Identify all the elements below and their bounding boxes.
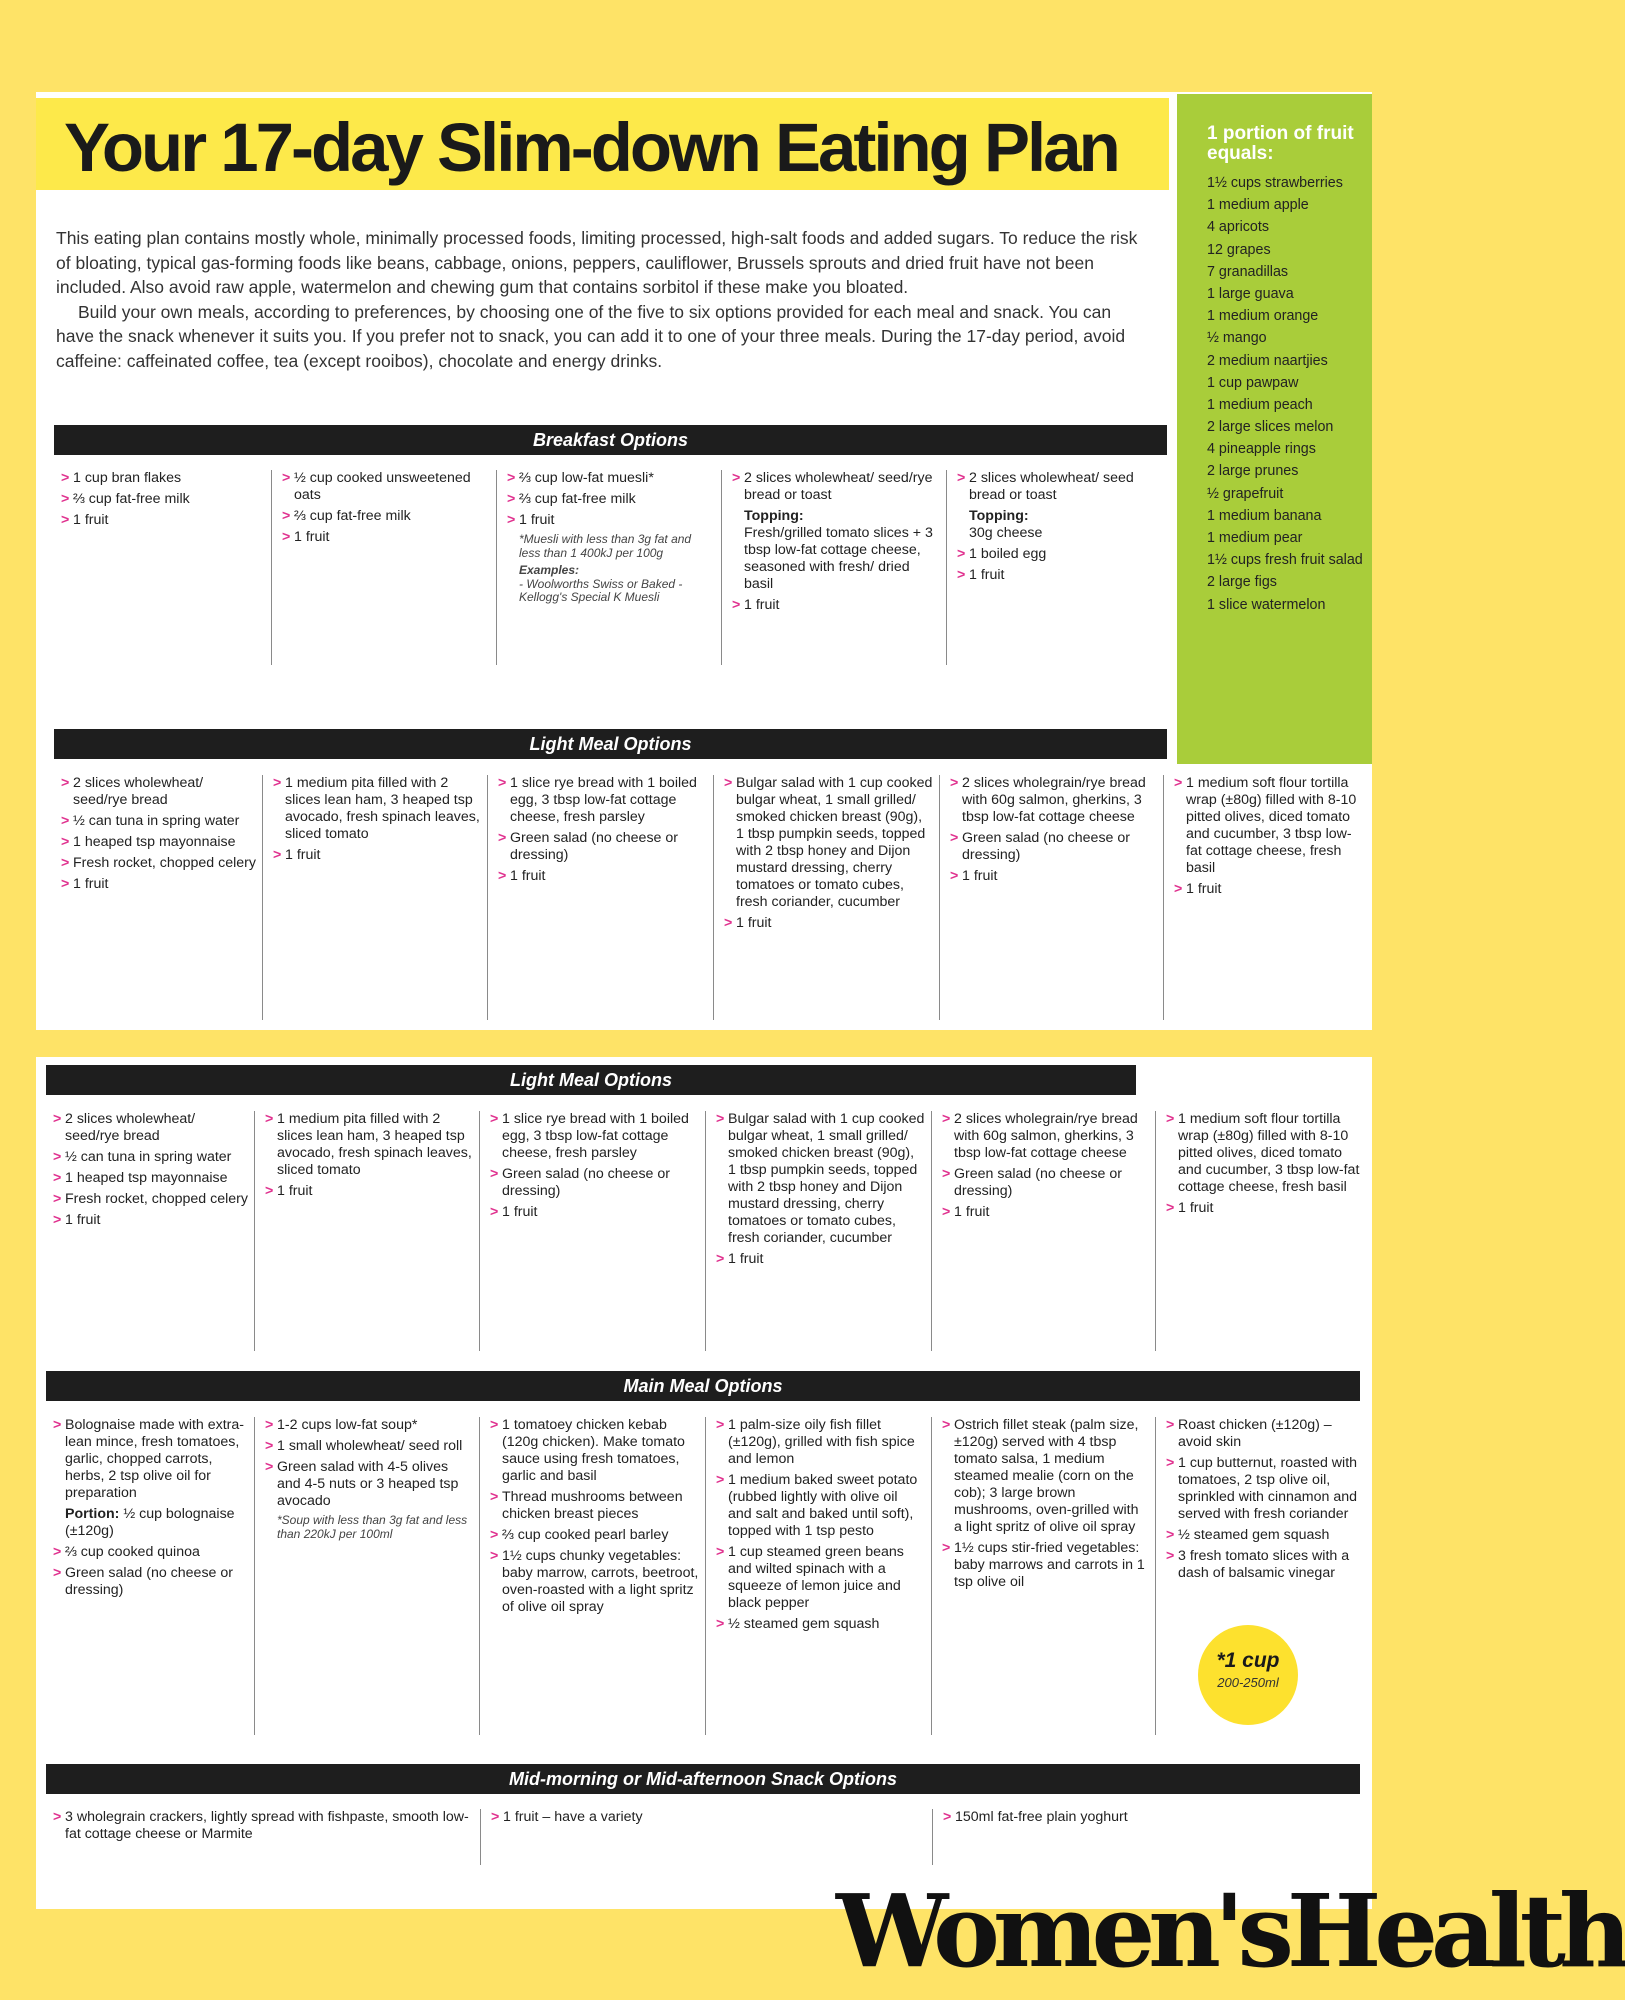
option-item: > 2 slices wholewheat/ seed/rye bread: [59, 775, 256, 809]
portion-text: ½ cup bolognaise (±120g): [65, 1506, 235, 1539]
option-list: [59, 775, 256, 893]
option-item: > 1 fruit: [59, 512, 265, 529]
option-item: > ½ can tuna in spring water: [51, 1149, 248, 1166]
option-list: [940, 1111, 1149, 1221]
option-item: > 1 fruit: [496, 868, 707, 885]
intro-text: [56, 226, 1146, 373]
option-item: > Bulgar salad with 1 cup cooked bulgar wheat, 1 small grilled/ smoked chicken breast (90g), 1 tbsp pumpkin seeds, topped with 2 tbsp honey and Dijon mustard dressing, cherry tomatoes or tomato cubes, fresh coriander, cucumber: [714, 1111, 925, 1247]
title-bar: [36, 98, 1169, 190]
option-item: > Roast chicken (±120g) – avoid skin: [1164, 1417, 1369, 1451]
option-item: > 1 fruit: [51, 1212, 248, 1229]
option-list: [1164, 1417, 1369, 1582]
option-item: > 1 palm-size oily fish fillet (±120g), grilled with fish spice and lemon: [714, 1417, 925, 1468]
option-item: > 3 fresh tomato slices with a dash of balsamic vinegar: [1164, 1548, 1369, 1582]
fruit-portion-item: ½ mango: [1207, 330, 1267, 347]
snack-grid: [43, 1809, 1376, 1865]
fruit-portion-item: 4 apricots: [1207, 219, 1269, 236]
light-option-column: [479, 1111, 705, 1351]
option-list: [505, 470, 715, 529]
section-bar-light-meal: Light Meal Options: [54, 729, 1167, 759]
option-list: [496, 775, 707, 885]
intro-paragraph-2: Build your own meals, according to preferences, by choosing one of the five to six options provided for each meal and snack. You can have the snack whenever it suits you. If you prefer not to snack, you can add it to one of your three meals. During the 17-day period, avoid caffeine: caffeinated coffee, tea (except rooibos), chocolate and energy drinks.: [56, 301, 1126, 371]
light-option-column: [1155, 1111, 1375, 1351]
option-item: > 1 boiled egg: [955, 546, 1165, 563]
option-item: > 2 slices wholewheat/ seed/rye bread: [51, 1111, 248, 1145]
brand-logo: Women'sHealth: [836, 1872, 1625, 1990]
option-item: > 1 fruit: [488, 1204, 699, 1221]
breakfast-option-column: [721, 470, 946, 665]
option-item: > ⅔ cup fat-free milk: [59, 491, 265, 508]
fruit-portion-item: 1½ cups strawberries: [1207, 175, 1343, 191]
option-list: [955, 470, 1165, 504]
option-list: [51, 1417, 248, 1502]
breakfast-option-column: [496, 470, 721, 665]
cup-measure-badge: [1198, 1625, 1298, 1725]
fruit-portion-item: 1 slice watermelon: [1207, 596, 1326, 613]
option-item: > 1 fruit: [722, 915, 933, 932]
section-bar-breakfast: Breakfast Options: [54, 425, 1167, 455]
fruit-portion-item: ½ grapefruit: [1207, 485, 1284, 502]
option-item: > ½ cup cooked unsweetened oats: [280, 470, 490, 504]
section-bar-light-meal-2: Light Meal Options: [46, 1065, 1136, 1095]
light-option-column: [939, 775, 1163, 1020]
examples-text: - Woolworths Swiss or Baked - Kellogg's Special K Muesli: [519, 576, 683, 604]
breakfast-option-column: [946, 470, 1171, 665]
option-item: > Fresh rocket, chopped celery: [51, 1191, 248, 1208]
light-option-column: [705, 1111, 931, 1351]
topping-label: Topping:: [969, 508, 1029, 524]
option-list: [941, 1809, 1370, 1826]
option-item: > 1 tomatoey chicken kebab (120g chicken). Make tomato sauce using fresh tomatoes, garlic and basil: [488, 1417, 699, 1485]
light-option-column: [931, 1111, 1155, 1351]
option-item: > 1 fruit: [1164, 1200, 1369, 1217]
option-list: [280, 470, 490, 546]
fruit-portion-item: 1½ cups fresh fruit salad: [1207, 552, 1363, 569]
option-item: > 1 fruit: [263, 1183, 473, 1200]
fruit-portion-item: 1 large guava: [1207, 285, 1294, 302]
fruit-portion-item: 2 medium naartjies: [1207, 352, 1328, 369]
option-item: > 1 slice rye bread with 1 boiled egg, 3 tbsp low-fat cottage cheese, fresh parsley: [488, 1111, 699, 1162]
option-footnote: *Muesli with less than 3g fat and less than 1 400kJ per 100g: [519, 532, 692, 560]
fruit-portion-item: 1 cup pawpaw: [1207, 374, 1299, 391]
option-item: > 1 heaped tsp mayonnaise: [51, 1170, 248, 1187]
main-option-column: [254, 1417, 479, 1735]
option-item: > Green salad (no cheese or dressing): [940, 1166, 1149, 1200]
option-item: > 2 slices wholewheat/ seed bread or toast: [955, 470, 1165, 504]
light-meal-grid-2: [43, 1111, 1375, 1351]
main-meal-grid: [43, 1417, 1375, 1735]
fruit-portion-heading: 1 portion of fruit equals:: [1207, 123, 1354, 164]
option-list: [1172, 775, 1367, 898]
light-option-column: [1163, 775, 1373, 1020]
main-option-column: [43, 1417, 254, 1735]
option-item: > ⅔ cup fat-free milk: [505, 491, 715, 508]
option-item: > 1 fruit: [948, 868, 1157, 885]
portion-line: [51, 1506, 248, 1540]
option-item: > ⅔ cup cooked quinoa: [51, 1544, 248, 1561]
fruit-portion-item: 1 medium apple: [1207, 197, 1309, 214]
option-list: [51, 1809, 474, 1843]
option-item: > Green salad (no cheese or dressing): [496, 830, 707, 864]
option-item: > 2 slices wholegrain/rye bread with 60g salmon, gherkins, 3 tbsp low-fat cottage cheese: [948, 775, 1157, 826]
option-list: [1164, 1111, 1369, 1217]
option-list: [722, 775, 933, 932]
option-item: > 3 wholegrain crackers, lightly spread with fishpaste, smooth low-fat cottage cheese or Marmite: [51, 1809, 474, 1843]
option-item: > 1 fruit: [271, 847, 481, 864]
light-option-column: [254, 1111, 479, 1351]
option-item: > 1 fruit: [1172, 881, 1367, 898]
fruit-portion-list: [1207, 175, 1367, 619]
option-list: [730, 470, 940, 504]
fruit-portion-item: 1 medium pear: [1207, 530, 1303, 546]
cup-badge-value: 200-250ml: [1217, 1675, 1279, 1690]
light-meal-grid: [51, 775, 1373, 1020]
option-item: > 1 fruit – have a variety: [489, 1809, 926, 1826]
option-list: [940, 1417, 1149, 1591]
option-list: [714, 1111, 925, 1268]
option-item: > Green salad (no cheese or dressing): [948, 830, 1157, 864]
topping-text: 30g cheese: [969, 525, 1043, 541]
option-list: [263, 1417, 473, 1510]
option-item: > 1 heaped tsp mayonnaise: [59, 834, 256, 851]
option-item: > Green salad with 4-5 olives and 4-5 nuts or 3 heaped tsp avocado: [263, 1459, 473, 1510]
snack-option-column: [932, 1809, 1376, 1865]
page-title: Your 17-day Slim-down Eating Plan: [64, 109, 1118, 186]
option-item: > 1 slice rye bread with 1 boiled egg, 3 tbsp low-fat cottage cheese, fresh parsley: [496, 775, 707, 826]
main-option-column: [705, 1417, 931, 1735]
option-item: > ½ steamed gem squash: [714, 1616, 925, 1633]
main-option-column: [931, 1417, 1155, 1735]
examples-label: Examples:: [519, 563, 580, 577]
snack-option-column: [43, 1809, 480, 1865]
option-item: > 1 fruit: [714, 1251, 925, 1268]
fruit-portion-item: 2 large prunes: [1207, 463, 1299, 480]
option-item: > ½ can tuna in spring water: [59, 813, 256, 830]
option-item: > 1 fruit: [280, 529, 490, 546]
light-option-column: [51, 775, 262, 1020]
option-item: > 1 medium soft flour tortilla wrap (±80g) filled with 8-10 pitted olives, diced tomato and cucumber, 3 tbsp low-fat cottage cheese, fresh basil: [1164, 1111, 1369, 1196]
fruit-portion-item: 12 grapes: [1207, 241, 1271, 258]
option-item: > 2 slices wholegrain/rye bread with 60g salmon, gherkins, 3 tbsp low-fat cottage cheese: [940, 1111, 1149, 1162]
option-footnote: *Soup with less than 3g fat and less than 220kJ per 100ml: [277, 1513, 468, 1541]
option-item: > 1½ cups chunky vegetables: baby marrow, carrots, beetroot, oven-roasted with a light spritz of olive oil spray: [488, 1548, 699, 1616]
option-item: > 1 medium soft flour tortilla wrap (±80g) filled with 8-10 pitted olives, diced tomato and cucumber, 3 tbsp low-fat cottage cheese, fresh basil: [1172, 775, 1367, 877]
option-item: > 1 cup butternut, roasted with tomatoes, 2 tsp olive oil, sprinkled with cinnamon and served with fresh coriander: [1164, 1455, 1369, 1523]
breakfast-option-column: [271, 470, 496, 665]
option-item: > Green salad (no cheese or dressing): [51, 1565, 248, 1599]
option-list: [271, 775, 481, 864]
fruit-portion-item: 4 pineapple rings: [1207, 441, 1316, 458]
light-option-column: [487, 775, 713, 1020]
option-item: > ⅔ cup fat-free milk: [280, 508, 490, 525]
option-item: > 1 fruit: [505, 512, 715, 529]
fruit-portion-item: 7 granadillas: [1207, 263, 1289, 280]
option-item: > ⅔ cup low-fat muesli*: [505, 470, 715, 487]
light-option-column: [43, 1111, 254, 1351]
option-list: [955, 546, 1165, 584]
main-option-column: [479, 1417, 705, 1735]
fruit-portion-item: 1 medium peach: [1207, 396, 1313, 413]
option-list: [488, 1417, 699, 1616]
option-item: > 1 small wholewheat/ seed roll: [263, 1438, 473, 1455]
option-item: > Bulgar salad with 1 cup cooked bulgar wheat, 1 small grilled/ smoked chicken breast (90g), 1 tbsp pumpkin seeds, topped with 2 tbsp honey and Dijon mustard dressing, cherry tomatoes or tomato cubes, fresh coriander, cucumber: [722, 775, 933, 911]
option-list: [59, 470, 265, 529]
option-list: [263, 1111, 473, 1200]
light-option-column: [713, 775, 939, 1020]
option-item: > Ostrich fillet steak (palm size, ±120g) served with 4 tbsp tomato salsa, 1 medium steamed mealie (corn on the cob); 3 large brown mushrooms, oven-grilled with a light spritz of olive oil spray: [940, 1417, 1149, 1536]
option-item: > 1 cup bran flakes: [59, 470, 265, 487]
light-option-column: [262, 775, 487, 1020]
option-item: > Fresh rocket, chopped celery: [59, 855, 256, 872]
option-list: [488, 1111, 699, 1221]
section-bar-snack: Mid-morning or Mid-afternoon Snack Options: [46, 1764, 1360, 1794]
option-list: [714, 1417, 925, 1633]
option-item: > ½ steamed gem squash: [1164, 1527, 1369, 1544]
option-item: > Thread mushrooms between chicken breast pieces: [488, 1489, 699, 1523]
fruit-portion-item: 1 medium orange: [1207, 308, 1319, 325]
topping-label: Topping:: [744, 508, 804, 524]
option-item: > 1 fruit: [940, 1204, 1149, 1221]
option-item: > 1 medium pita filled with 2 slices lean ham, 3 heaped tsp avocado, fresh spinach leaves, sliced tomato: [263, 1111, 473, 1179]
option-item: > 1 fruit: [955, 567, 1165, 584]
option-list: [51, 1111, 248, 1229]
option-item: > 150ml fat-free plain yoghurt: [941, 1809, 1370, 1826]
topping-text: Fresh/grilled tomato slices + 3 tbsp low-fat cottage cheese, seasoned with fresh/ dried basil: [744, 525, 933, 592]
top-panel: [36, 92, 1372, 1030]
fruit-portion-item: 2 large figs: [1207, 574, 1277, 591]
option-item: > 2 slices wholewheat/ seed/rye bread or toast: [730, 470, 940, 504]
option-item: > 1 medium baked sweet potato (rubbed lightly with olive oil and salt and baked until soft), topped with 1 tsp pesto: [714, 1472, 925, 1540]
portion-label: Portion:: [65, 1506, 120, 1522]
option-item: > 1-2 cups low-fat soup*: [263, 1417, 473, 1434]
fruit-portion-item: 1 medium banana: [1207, 507, 1322, 524]
breakfast-option-column: [51, 470, 271, 665]
option-item: > 1 cup steamed green beans and wilted spinach with a squeeze of lemon juice and black pepper: [714, 1544, 925, 1612]
option-item: > Green salad (no cheese or dressing): [488, 1166, 699, 1200]
intro-paragraph-1: This eating plan contains mostly whole, minimally processed foods, limiting processed, high-salt foods and added sugars. To reduce the risk of bloating, typical gas-forming foods like beans, cabbage, onions, peppers, cauliflower, Brussels sprouts and dried fruit have not been included. Also avoid raw apple, watermelon and chewing gum that contains sorbitol if these make you bloated.: [56, 228, 1138, 297]
snack-option-column: [480, 1809, 932, 1865]
option-list: [489, 1809, 926, 1826]
option-examples: [505, 564, 715, 605]
option-item: > Bolognaise made with extra-lean mince, fresh tomatoes, garlic, chopped carrots, herbs, 2 tsp olive oil for preparation: [51, 1417, 248, 1502]
cup-badge-title: *1 cup: [1216, 1649, 1280, 1672]
fruit-portion-item: 2 large slices melon: [1207, 419, 1334, 436]
option-item: > 1 fruit: [730, 597, 940, 614]
fruit-portion-box: [1177, 94, 1372, 764]
bottom-panel: [36, 1057, 1372, 1909]
option-list: [730, 597, 940, 614]
option-item: > 1½ cups stir-fried vegetables: baby marrows and carrots in 1 tsp olive oil: [940, 1540, 1149, 1591]
option-list: [51, 1544, 248, 1599]
option-item: > 1 fruit: [59, 876, 256, 893]
section-bar-main-meal: Main Meal Options: [46, 1371, 1360, 1401]
option-item: > ⅔ cup cooked pearl barley: [488, 1527, 699, 1544]
option-item: > 1 medium pita filled with 2 slices lean ham, 3 heaped tsp avocado, fresh spinach leaves, sliced tomato: [271, 775, 481, 843]
option-list: [948, 775, 1157, 885]
